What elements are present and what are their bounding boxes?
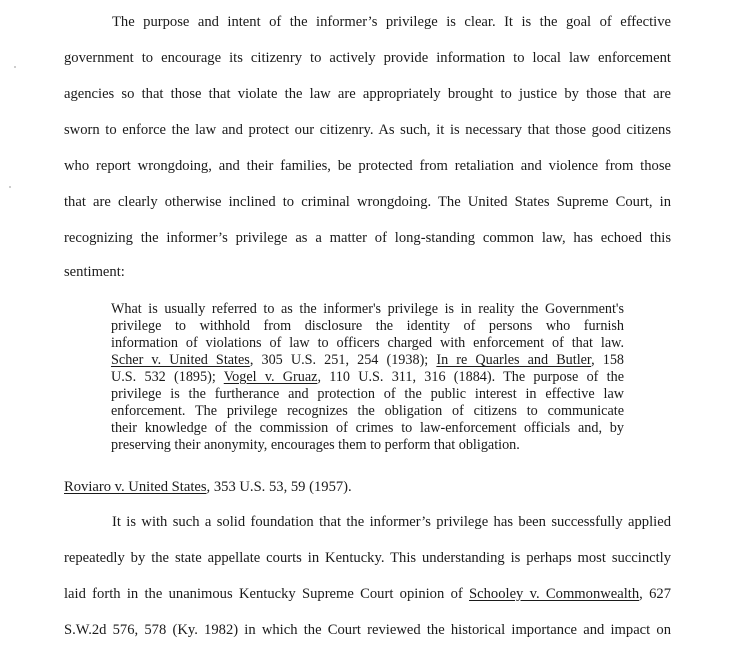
- paragraph-line: who report wrongdoing, and their families, be protected from retaliation and violence from those: [64, 158, 671, 174]
- case-citation-link: Roviaro v. United States: [64, 479, 207, 495]
- case-citation-link: Schooley v. Commonwealth: [469, 586, 640, 602]
- quote-line: [111, 352, 624, 368]
- quote-line: information of violations of law to officers charged with enforcement of that law.: [111, 335, 624, 351]
- quote-line: [111, 369, 624, 385]
- citation-text: , 627: [639, 586, 672, 602]
- paragraph-line: [64, 585, 671, 603]
- citation-text: U.S. 532 (1895);: [111, 369, 224, 385]
- paragraph-line: S.W.2d 576, 578 (Ky. 1982) in which the Court reviewed the historical importance and impact on: [64, 622, 671, 638]
- paragraph-line: that are clearly otherwise inclined to criminal wrongdoing. The United States Supreme Court, in: [64, 194, 671, 210]
- citation-text: laid forth in the unanimous Kentucky Supreme Court opinion of: [64, 586, 470, 602]
- citation-text: , 353 U.S. 53, 59 (1957).: [206, 479, 352, 495]
- scan-speck: [9, 186, 11, 188]
- citation-text: , 305 U.S. 251, 254 (1938);: [249, 352, 437, 368]
- paragraph-line: sentiment:: [64, 264, 125, 280]
- paragraph-line: agencies so that those that violate the law are appropriately brought to justice by those that are: [64, 86, 671, 102]
- quote-citation: [64, 478, 671, 496]
- paragraph-line: The purpose and intent of the informer’s privilege is clear. It is the goal of effective: [112, 14, 671, 30]
- case-citation-link: Scher v. United States: [111, 352, 250, 368]
- quote-line: privilege is the furtherance and protection of the public interest in effective law: [111, 386, 624, 402]
- quote-line: privilege to withhold from disclosure the identity of persons who furnish: [111, 318, 624, 334]
- quote-line: enforcement. The privilege recognizes the obligation of citizens to communicate: [111, 403, 624, 419]
- case-citation-link: In re Quarles and Butler: [436, 352, 592, 368]
- paragraph-line: government to encourage its citizenry to actively provide information to local law enforcement: [64, 50, 671, 66]
- quote-line: preserving their anonymity, encourages them to perform that obligation.: [111, 437, 520, 453]
- scan-speck: [14, 66, 16, 68]
- quote-line: What is usually referred to as the informer's privilege is in reality the Government's: [111, 301, 624, 317]
- citation-text: , 110 U.S. 311, 316 (1884). The purpose of the: [317, 369, 624, 385]
- paragraph-line: recognizing the informer’s privilege as a matter of long-standing common law, has echoed this: [64, 230, 671, 246]
- paragraph-line: repeatedly by the state appellate courts in Kentucky. This understanding is perhaps most succinctly: [64, 550, 671, 566]
- paragraph-line: It is with such a solid foundation that the informer’s privilege has been successfully applied: [112, 514, 671, 530]
- quote-line: their knowledge of the commission of crimes to law-enforcement officials and, by: [111, 420, 624, 436]
- paragraph-line: sworn to enforce the law and protect our citizenry. As such, it is necessary that those good citizens: [64, 122, 671, 138]
- case-citation-link: Vogel v. Gruaz: [223, 369, 318, 385]
- citation-text: , 158: [591, 352, 625, 368]
